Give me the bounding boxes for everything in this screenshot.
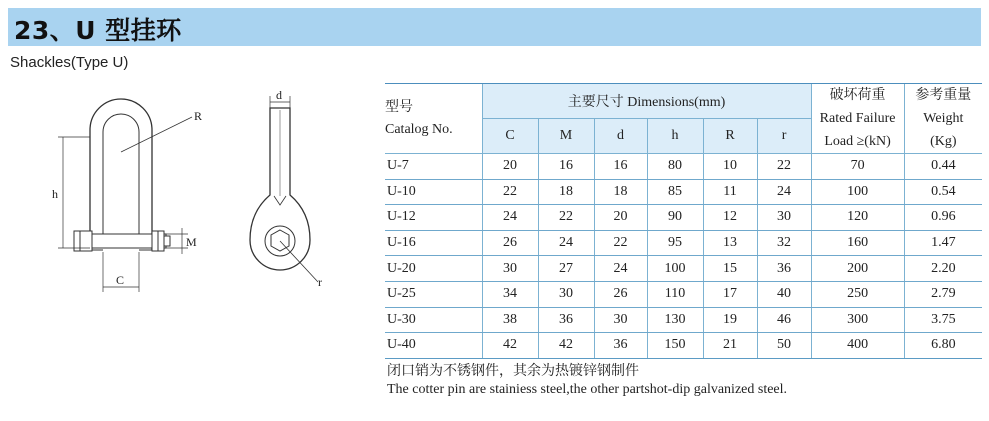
cell-weight: 3.75 bbox=[904, 307, 982, 333]
cell-R: 21 bbox=[703, 333, 757, 359]
table-row bbox=[385, 205, 982, 231]
cell-R: 13 bbox=[703, 230, 757, 256]
cell-d: 30 bbox=[594, 307, 647, 333]
cell-d: 16 bbox=[594, 154, 647, 180]
cell-d: 24 bbox=[594, 256, 647, 282]
table-row bbox=[385, 256, 982, 282]
cell-R: 15 bbox=[703, 256, 757, 282]
page-title: 23、U 型挂环 bbox=[14, 16, 182, 45]
cell-r: 40 bbox=[757, 281, 811, 307]
cell-C: 38 bbox=[482, 307, 538, 333]
col-r: r bbox=[757, 119, 811, 154]
table-row bbox=[385, 281, 982, 307]
cell-C: 24 bbox=[482, 205, 538, 231]
cell-d: 36 bbox=[594, 333, 647, 359]
cell-C: 42 bbox=[482, 333, 538, 359]
cell-catalog: U-16 bbox=[385, 230, 482, 256]
cell-load: 100 bbox=[811, 179, 904, 205]
col-d: d bbox=[594, 119, 647, 154]
cell-C: 26 bbox=[482, 230, 538, 256]
cell-weight: 0.44 bbox=[904, 154, 982, 180]
note-chinese: 闭口销为不锈钢件，其余为热镀锌钢制件 bbox=[387, 364, 639, 379]
cell-catalog: U-40 bbox=[385, 333, 482, 359]
cell-load: 300 bbox=[811, 307, 904, 333]
cell-d: 18 bbox=[594, 179, 647, 205]
table-row bbox=[385, 230, 982, 256]
cell-h: 130 bbox=[647, 307, 703, 333]
cell-load: 120 bbox=[811, 205, 904, 231]
cell-h: 80 bbox=[647, 154, 703, 180]
label-d: d bbox=[276, 88, 282, 102]
cell-catalog: U-7 bbox=[385, 154, 482, 180]
cell-weight: 6.80 bbox=[904, 333, 982, 359]
cell-r: 32 bbox=[757, 230, 811, 256]
cell-catalog: U-10 bbox=[385, 179, 482, 205]
cell-h: 100 bbox=[647, 256, 703, 282]
table-row bbox=[385, 333, 982, 359]
cell-C: 34 bbox=[482, 281, 538, 307]
cell-M: 36 bbox=[538, 307, 594, 333]
cell-d: 20 bbox=[594, 205, 647, 231]
cell-catalog: U-25 bbox=[385, 281, 482, 307]
cell-load: 250 bbox=[811, 281, 904, 307]
shackle-front-inner bbox=[103, 114, 139, 248]
cell-catalog: U-30 bbox=[385, 307, 482, 333]
cell-load: 160 bbox=[811, 230, 904, 256]
cell-d: 26 bbox=[594, 281, 647, 307]
table-row bbox=[385, 179, 982, 205]
cell-d: 22 bbox=[594, 230, 647, 256]
col-C: C bbox=[482, 119, 538, 154]
cell-C: 30 bbox=[482, 256, 538, 282]
cell-r: 46 bbox=[757, 307, 811, 333]
cell-R: 12 bbox=[703, 205, 757, 231]
header-catalog: 型号 Catalog No. bbox=[385, 84, 482, 154]
cell-M: 22 bbox=[538, 205, 594, 231]
spec-table bbox=[385, 83, 982, 359]
label-h: h bbox=[52, 187, 58, 201]
cell-C: 22 bbox=[482, 179, 538, 205]
table-body bbox=[385, 154, 982, 359]
cell-R: 19 bbox=[703, 307, 757, 333]
cell-h: 85 bbox=[647, 179, 703, 205]
table-row bbox=[385, 307, 982, 333]
cell-weight: 2.20 bbox=[904, 256, 982, 282]
cell-weight: 1.47 bbox=[904, 230, 982, 256]
cell-weight: 0.96 bbox=[904, 205, 982, 231]
cell-R: 10 bbox=[703, 154, 757, 180]
cell-catalog: U-20 bbox=[385, 256, 482, 282]
cell-M: 42 bbox=[538, 333, 594, 359]
cell-weight: 0.54 bbox=[904, 179, 982, 205]
cell-load: 200 bbox=[811, 256, 904, 282]
cell-r: 24 bbox=[757, 179, 811, 205]
label-R: R bbox=[194, 109, 203, 123]
cell-M: 30 bbox=[538, 281, 594, 307]
cell-h: 150 bbox=[647, 333, 703, 359]
cell-r: 30 bbox=[757, 205, 811, 231]
cell-M: 16 bbox=[538, 154, 594, 180]
header-load: 破坏荷重 Rated Failure Load ≥(kN) bbox=[811, 84, 904, 154]
cell-catalog: U-12 bbox=[385, 205, 482, 231]
cell-r: 50 bbox=[757, 333, 811, 359]
note-english: The cotter pin are stainiess steel,the other partshot-dip galvanized steel. bbox=[387, 382, 788, 397]
cell-r: 36 bbox=[757, 256, 811, 282]
col-h: h bbox=[647, 119, 703, 154]
cell-h: 95 bbox=[647, 230, 703, 256]
label-r: r bbox=[318, 275, 322, 289]
cell-M: 24 bbox=[538, 230, 594, 256]
cell-load: 400 bbox=[811, 333, 904, 359]
cell-h: 90 bbox=[647, 205, 703, 231]
table-row bbox=[385, 154, 982, 180]
cell-C: 20 bbox=[482, 154, 538, 180]
page-subtitle: Shackles(Type U) bbox=[10, 54, 129, 71]
cell-M: 27 bbox=[538, 256, 594, 282]
cell-r: 22 bbox=[757, 154, 811, 180]
header-weight: 参考重量 Weight (Kg) bbox=[904, 84, 982, 154]
col-R: R bbox=[703, 119, 757, 154]
label-M: M bbox=[186, 235, 197, 249]
label-C: C bbox=[116, 273, 125, 287]
shackle-front-outline bbox=[90, 99, 152, 250]
cell-h: 110 bbox=[647, 281, 703, 307]
cell-R: 11 bbox=[703, 179, 757, 205]
cell-weight: 2.79 bbox=[904, 281, 982, 307]
cell-load: 70 bbox=[811, 154, 904, 180]
col-M: M bbox=[538, 119, 594, 154]
header-dimensions: 主要尺寸 Dimensions(mm) bbox=[482, 84, 811, 119]
shackle-drawing bbox=[40, 88, 340, 303]
cell-R: 17 bbox=[703, 281, 757, 307]
header-band bbox=[8, 8, 981, 46]
cell-M: 18 bbox=[538, 179, 594, 205]
